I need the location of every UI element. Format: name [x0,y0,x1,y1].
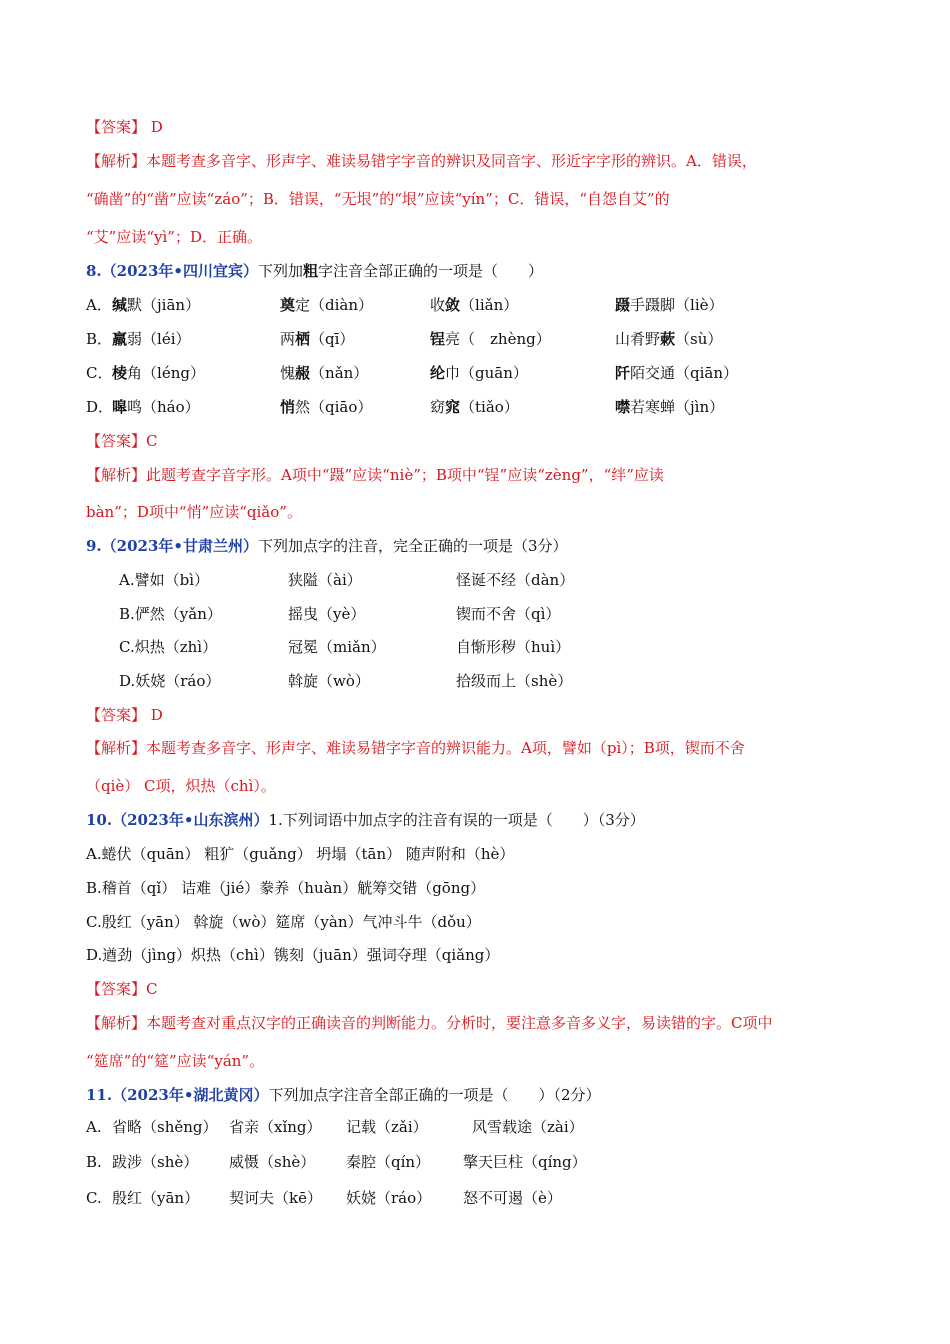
stem-text: 下列加点字注音全部正确的一项是（ ）（2分） [268,1086,601,1104]
option-label: C． [86,364,113,382]
q9-stem [86,536,568,556]
q9-analysis-line2: （qiè） C项，炽热（chì）。 [86,777,276,795]
q10-stem [86,810,645,830]
q10-option-a: A.蜷伏（quān） 粗犷（guǎng） 坍塌（tān） 随声附和（hè） [86,845,515,863]
answer-label: 【答案】 [86,118,147,136]
option-item: 冠冕（miǎn） [288,638,386,656]
option-item: 锲而不舍（qì） [456,605,561,623]
option-item: 怒不可遏（è） [463,1189,562,1207]
q8-answer [86,431,158,451]
option-item: 妖娆（ráo） [346,1189,432,1207]
option-item: 羸弱（léi） [112,330,191,348]
option-item: D.妖娆（ráo） [119,672,221,690]
q7-analysis [86,151,757,171]
q10-option-d: D.遒劲（jìng）炽热（chì）镌刻（juān）强词夺理（qiǎng） [86,946,500,964]
analysis-label: 【解析】 [86,152,147,170]
option-item: 奠定（diàn） [280,296,374,314]
option-label: B. [86,1153,102,1171]
answer-value: C [146,432,158,450]
option-item: 纶巾（guān） [430,364,528,382]
option-item: 威慑（shè） [229,1153,316,1171]
analysis-label: 【解析】 [86,466,147,484]
analysis-text: 此题考查字音字形。A项中“蹑”应读“niè”；B项中“锃”应读“zèng”，“绊”应读 [146,466,664,484]
option-item: 收敛（liǎn） [430,296,519,314]
option-item: 跋涉（shè） [112,1153,199,1171]
question-number: 10. [86,811,113,829]
option-item: 愧赧（nǎn） [280,364,369,382]
analysis-text: 本题考查对重点汉字的正确读音的判断能力。分析时，要注意多音多义字，易读错的字。C项中 [146,1014,773,1032]
option-item: 自惭形秽（huì） [456,638,571,656]
q11-stem [86,1085,601,1105]
q10-analysis-line2: “筵席”的“筵”应读“yán”。 [86,1052,265,1070]
option-item: 锃亮（ zhèng） [430,330,551,348]
analysis-text: 本题考查多音字、形声字、难读易错字字音的辨识及同音字、形近字字形的辨识。A．错误， [146,152,757,170]
question-source: （2023年•甘肃兰州） [101,537,259,555]
answer-value: D [150,706,163,724]
option-item: 省亲（xǐng） [229,1118,322,1136]
stem-text: 1.下列词语中加点字的注音有误的一项是（ ）（3分） [268,811,645,829]
option-label: C. [86,1189,102,1207]
q10-analysis [86,1013,773,1033]
question-source: （2023年•四川宜宾） [101,262,259,280]
option-item: 怪诞不经（dàn） [456,571,575,589]
stem-text-b: 字注音全部正确的一项是（ ） [318,262,544,280]
stem-bold: 粗 [303,262,319,280]
question-source: （2023年•山东滨州） [112,811,269,829]
answer-value: D [150,118,163,136]
q7-analysis-line3: “艾”应读“yì”；D．正确。 [86,228,262,246]
question-number: 11. [86,1086,113,1104]
analysis-text: 本题考查多音字、形声字、难读易错字字音的辨识能力。A项，譬如（pì）；B项，锲而不舍 [146,739,745,757]
option-item: 秦腔（qín） [346,1153,431,1171]
q9-answer [86,705,163,725]
answer-label: 【答案】 [86,980,147,998]
option-item: 噤若寒蝉（jìn） [615,398,725,416]
analysis-label: 【解析】 [86,1014,147,1032]
option-item: 悄然（qiāo） [280,398,373,416]
q8-analysis [86,465,664,485]
option-item: 殷红（yān） [112,1189,200,1207]
option-item: 蹑手蹑脚（liè） [615,296,724,314]
q10-option-c: C.殷红（yān） 斡旋（wò）筵席（yàn）气冲斗牛（dǒu） [86,913,481,931]
q8-stem [86,261,543,281]
option-item: 阡陌交通（qiān） [615,364,739,382]
q10-answer [86,979,158,999]
option-item: 两栖（qī） [280,330,355,348]
option-item: 山肴野蔌（sù） [615,330,723,348]
q7-answer [86,117,163,137]
option-item: 拾级而上（shè） [456,672,573,690]
q9-analysis [86,738,745,758]
analysis-label: 【解析】 [86,739,147,757]
option-item: 缄默（jiān） [112,296,201,314]
question-number: 8. [86,262,102,280]
option-label: B． [86,330,113,348]
q10-option-b: B.稽首（qǐ） 诘难（jié）豢养（huàn）觥筹交错（gōng） [86,879,486,897]
option-item: A.譬如（bì） [119,571,210,589]
answer-label: 【答案】 [86,706,147,724]
option-item: 契诃夫（kē） [229,1189,322,1207]
option-item: 狭隘（ài） [288,571,362,589]
option-item: 擎天巨柱（qíng） [463,1153,587,1171]
answer-label: 【答案】 [86,432,147,450]
option-label: A． [86,296,112,314]
option-item: 窈窕（tiǎo） [430,398,519,416]
option-item: 记载（zǎi） [346,1118,428,1136]
option-item: 风雪载途（zài） [472,1118,584,1136]
stem-text-a: 下列加 [258,262,304,280]
option-item: 嗥鸣（háo） [112,398,200,416]
question-number: 9. [86,537,102,555]
option-item: 省略（shěng） [112,1118,218,1136]
answer-value: C [146,980,158,998]
option-item: C.炽热（zhì） [119,638,218,656]
question-source: （2023年•湖北黄冈） [112,1086,269,1104]
option-label: A. [86,1118,102,1136]
q8-analysis-line2: bàn”；D项中“悄”应读“qiǎo”。 [86,503,302,521]
option-item: B.俨然（yǎn） [119,605,222,623]
option-item: 棱角（léng） [112,364,205,382]
option-label: D． [86,398,114,416]
option-item: 斡旋（wò） [288,672,370,690]
q7-analysis-line2: “确凿”的“凿”应读“záo”；B．错误，“无垠”的“垠”应读“yín”；C．错误，“自怨自艾”的 [86,190,670,208]
option-item: 摇曳（yè） [288,605,366,623]
stem-text: 下列加点字的注音，完全正确的一项是（3分） [258,537,568,555]
